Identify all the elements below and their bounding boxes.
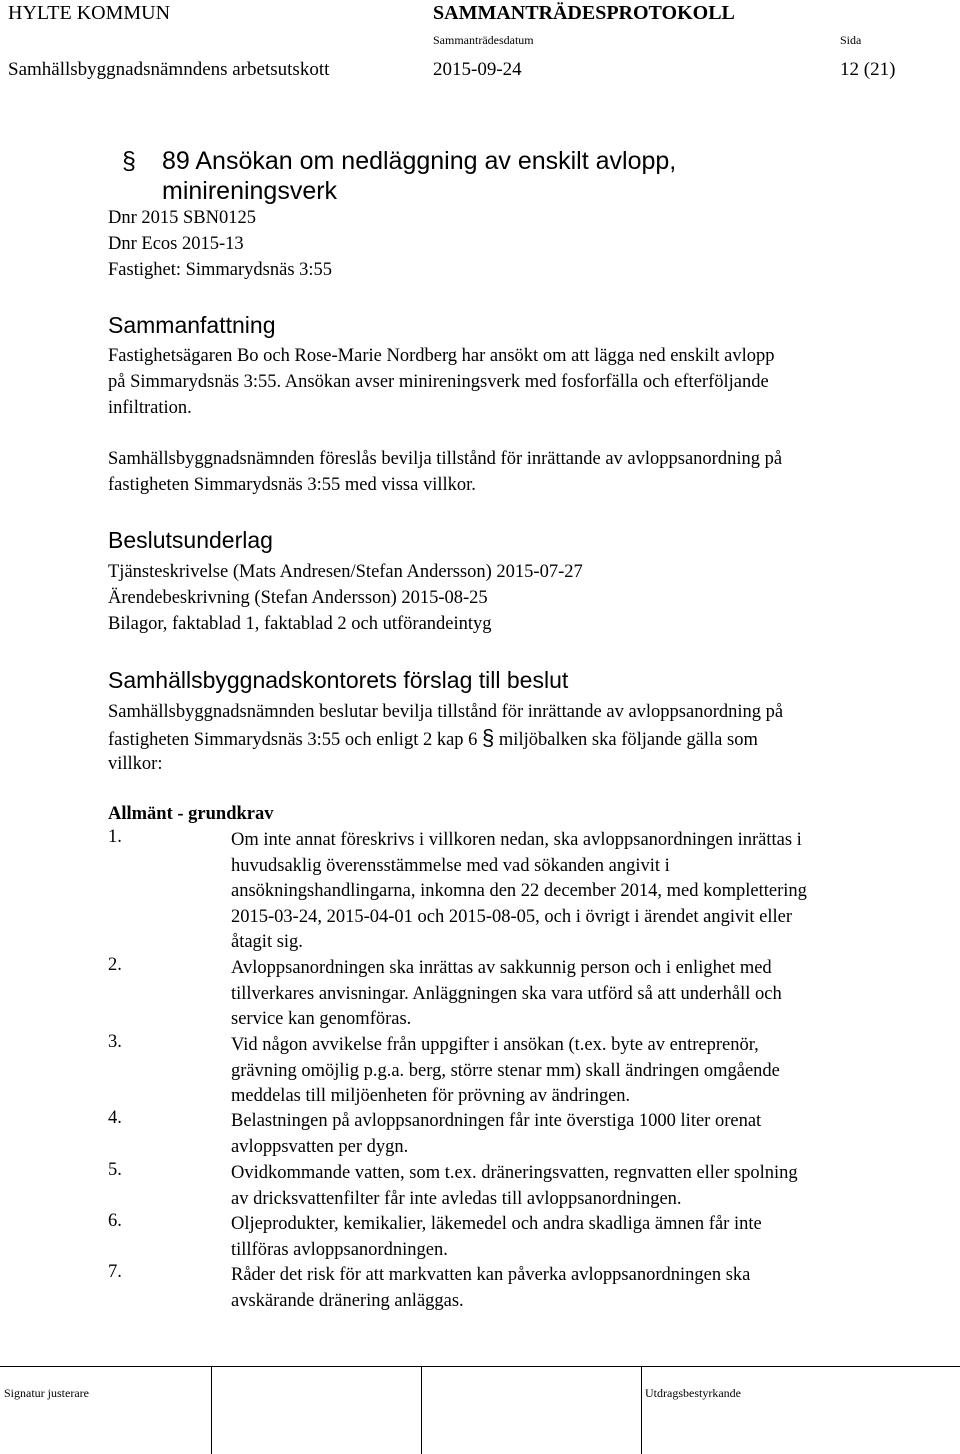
villkor-item-text: avskärande dränering anläggas. bbox=[231, 1290, 464, 1311]
forslag-line2a: fastigheten Simmarydsnäs 3:55 och enligt 2 kap 6 bbox=[108, 730, 478, 750]
sammanfattning-line: på Simmarydsnäs 3:55. Ansökan avser minireningsverk med fosforfälla och efterföljande bbox=[108, 372, 769, 392]
footer-divider bbox=[641, 1366, 642, 1454]
villkor-item-text: meddelas till miljöenheten för prövning av ändringen. bbox=[231, 1086, 631, 1107]
villkor-item-text: avloppsvatten per dygn. bbox=[231, 1136, 409, 1157]
ref-dnr: Dnr 2015 SBN0125 bbox=[108, 208, 257, 228]
footer-rule bbox=[0, 1366, 960, 1367]
villkor-item-number: 5. bbox=[108, 1160, 122, 1180]
sammanfattning-line: Fastighetsägaren Bo och Rose-Marie Nordberg har ansökt om att lägga ned enskilt avlopp bbox=[108, 346, 775, 366]
villkor-item-text: åtagit sig. bbox=[231, 932, 303, 953]
villkor-item-text: Ovidkommande vatten, som t.ex. dräneringsvatten, regnvatten eller spolning bbox=[231, 1163, 798, 1183]
villkor-item-text: grävning omöjlig p.g.a. berg, större stenar mm) skall ändringen omgående bbox=[231, 1060, 780, 1081]
signatur-label: Signatur justerare bbox=[4, 1386, 89, 1400]
villkor-item-text: service kan genomföras. bbox=[231, 1009, 412, 1030]
villkor-item-text: tillverkares anvisningar. Anläggningen ska vara utförd så att underhåll och bbox=[231, 983, 782, 1004]
org-name: HYLTE KOMMUN bbox=[8, 2, 171, 24]
doc-type: SAMMANTRÄDESPROTOKOLL bbox=[433, 2, 735, 24]
sammanfattning-line: infiltration. bbox=[108, 398, 192, 418]
beslutsunderlag-line: Ärendebeskrivning (Stefan Andersson) 2015-08-25 bbox=[108, 588, 488, 608]
villkor-item-number: 2. bbox=[108, 955, 122, 975]
page-title: 89 Ansökan om nedläggning av enskilt avlopp, bbox=[162, 147, 677, 175]
villkor-item-text: Om inte annat föreskrivs i villkoren nedan, ska avloppsanordningen inrättas i bbox=[231, 830, 802, 850]
beslutsunderlag-heading: Beslutsunderlag bbox=[108, 527, 273, 553]
villkor-item-text: 2015-03-24, 2015-04-01 och 2015-08-05, och i övrigt i ärendet angivit eller bbox=[231, 906, 793, 927]
villkor-item-text: Råder det risk för att markvatten kan påverka avloppsanordningen ska bbox=[231, 1265, 751, 1285]
villkor-item-text: av dricksvattenfilter får inte avledas till avloppsanordningen. bbox=[231, 1188, 682, 1209]
committee-name: Samhällsbyggnadsnämndens arbetsutskott bbox=[8, 59, 330, 80]
footer-divider bbox=[421, 1366, 422, 1454]
sammanfattning-heading: Sammanfattning bbox=[108, 312, 276, 338]
forslag-heading: Samhällsbyggnadskontorets förslag till beslut bbox=[108, 667, 569, 693]
page-title-line2: minireningsverk bbox=[162, 177, 338, 205]
villkor-item-number: 1. bbox=[108, 827, 122, 847]
sammanfattning-line: fastigheten Simmarydsnäs 3:55 med vissa villkor. bbox=[108, 475, 476, 495]
date-label: Sammanträdesdatum bbox=[433, 33, 534, 47]
villkor-item-text: Avloppsanordningen ska inrättas av sakkunnig person och i enlighet med bbox=[231, 958, 772, 978]
utdrag-label: Utdragsbestyrkande bbox=[645, 1386, 741, 1400]
villkor-item-text: huvudsaklig överensstämmelse med vad sökanden angivit i bbox=[231, 855, 670, 876]
villkor-item-number: 6. bbox=[108, 1211, 122, 1231]
section-sign: § bbox=[122, 147, 136, 175]
section-sign: § bbox=[482, 725, 495, 750]
villkor-item-text: ansökningshandlingarna, inkomna den 22 december 2014, med komplettering bbox=[231, 881, 807, 902]
villkor-item-number: 7. bbox=[108, 1262, 122, 1282]
villkor-item-text: Oljeprodukter, kemikalier, läkemedel och andra skadliga ämnen får inte bbox=[231, 1214, 762, 1234]
villkor-item-number: 4. bbox=[108, 1108, 122, 1128]
sammanfattning-line: Samhällsbyggnadsnämnden föreslås bevilja tillstånd för inrättande av avloppsanordning på bbox=[108, 449, 783, 469]
ref-fastighet: Fastighet: Simmarydsnäs 3:55 bbox=[108, 260, 333, 280]
forslag-line2b: miljöbalken ska följande gälla som bbox=[498, 730, 758, 750]
forslag-line bbox=[108, 725, 758, 753]
beslutsunderlag-line: Bilagor, faktablad 1, faktablad 2 och utförandeintyg bbox=[108, 614, 492, 634]
villkor-item-text: Belastningen på avloppsanordningen får inte överstiga 1000 liter orenat bbox=[231, 1111, 762, 1131]
villkor-item-text: tillföras avloppsanordningen. bbox=[231, 1239, 448, 1260]
forslag-line: Samhällsbyggnadsnämnden beslutar bevilja tillstånd för inrättande av avloppsanordning på bbox=[108, 702, 784, 722]
villkor-item-number: 3. bbox=[108, 1032, 122, 1052]
ref-dnr-ecos: Dnr Ecos 2015-13 bbox=[108, 234, 244, 254]
villkor-item-text: Vid någon avvikelse från uppgifter i ansökan (t.ex. byte av entreprenör, bbox=[231, 1035, 759, 1055]
beslutsunderlag-line: Tjänsteskrivelse (Mats Andresen/Stefan Andersson) 2015-07-27 bbox=[108, 562, 583, 582]
page-number: 12 (21) bbox=[840, 59, 896, 80]
footer-divider bbox=[211, 1366, 212, 1454]
page-label: Sida bbox=[840, 33, 862, 47]
villkor-heading: Allmänt - grundkrav bbox=[108, 804, 274, 824]
meeting-date: 2015-09-24 bbox=[433, 59, 522, 80]
forslag-line: villkor: bbox=[108, 754, 163, 774]
